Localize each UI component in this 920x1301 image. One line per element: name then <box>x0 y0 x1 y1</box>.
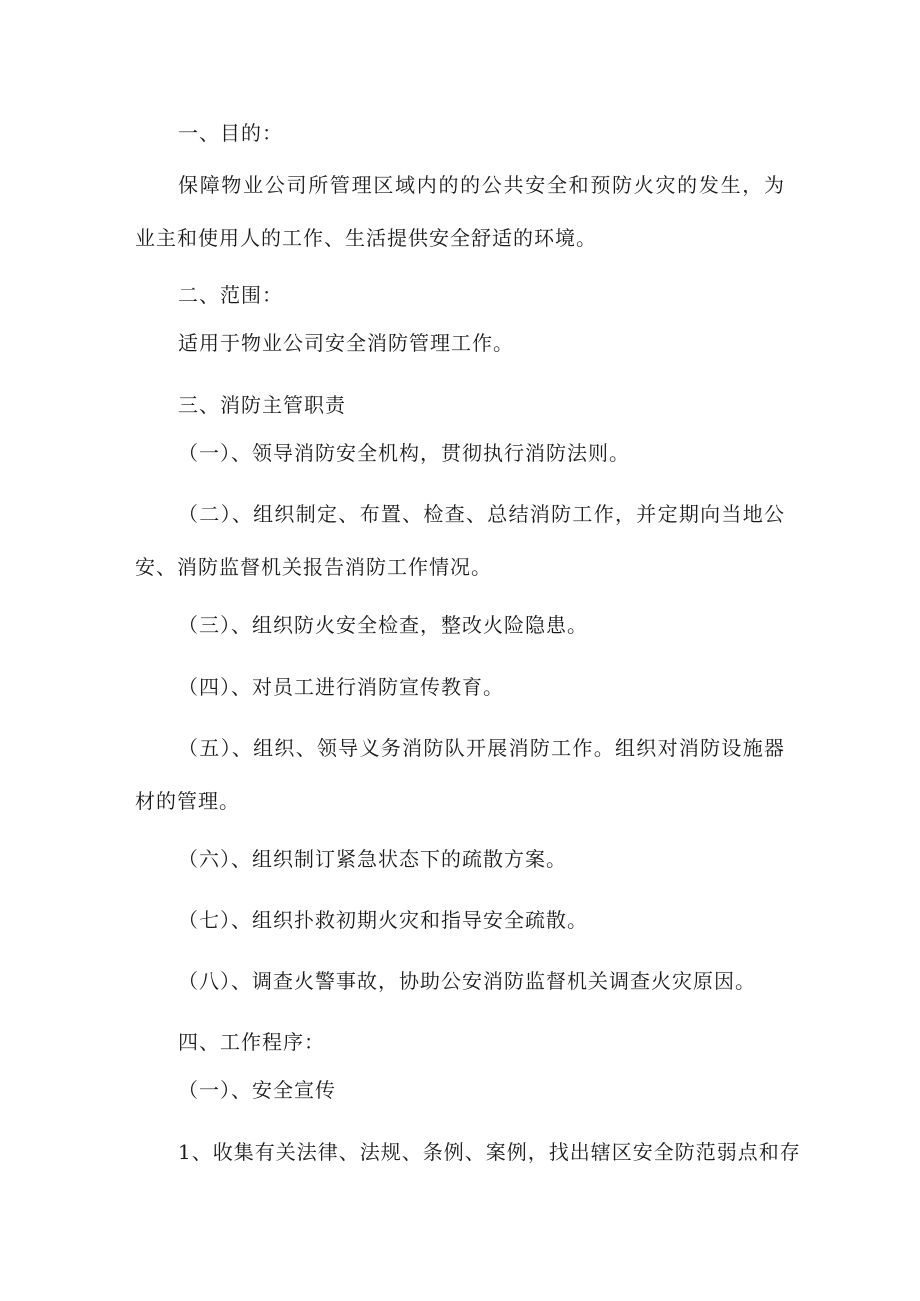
duty-item-2: （二）、组织制定、布置、检查、总结消防工作，并定期向当地公安、消防监督机关报告消防工作情况。 <box>135 502 785 579</box>
duty-item-3: （三）、组织防火安全检查，整改火险隐患。 <box>178 613 588 637</box>
duty-item-7: （七）、组织扑救初期火灾和指导安全疏散。 <box>178 908 588 932</box>
paragraph-scope: 适用于物业公司安全消防管理工作。 <box>178 331 514 355</box>
duty-item-8: （八）、调查火警事故，协助公安消防监督机关调查火灾原因。 <box>178 969 756 993</box>
duty-item-1: （一）、领导消防安全机构，贯彻执行消防法则。 <box>178 441 630 465</box>
duty-item-5: （五）、组织、领导义务消防队开展消防工作。组织对消防设施器材的管理。 <box>135 736 785 813</box>
section-heading-duties: 三、消防主管职责 <box>178 393 346 417</box>
section-heading-procedure: 四、工作程序： <box>178 1030 325 1054</box>
duty-item-6: （六）、组织制订紧急状态下的疏散方案。 <box>178 847 567 871</box>
procedure-item-1: 1、收集有关法律、法规、条例、案例，找出辖区安全防范弱点和存 <box>178 1140 801 1164</box>
duty-item-4: （四）、对员工进行消防宣传教育。 <box>178 675 504 699</box>
section-heading-purpose: 一、目的： <box>178 121 283 145</box>
section-heading-scope: 二、范围： <box>178 283 283 307</box>
procedure-subheading: （一）、安全宣传 <box>178 1078 336 1102</box>
paragraph-purpose: 保障物业公司所管理区域内的的公共安全和预防火灾的发生，为业主和使用人的工作、生活提供安全舒适的环境。 <box>135 173 785 250</box>
